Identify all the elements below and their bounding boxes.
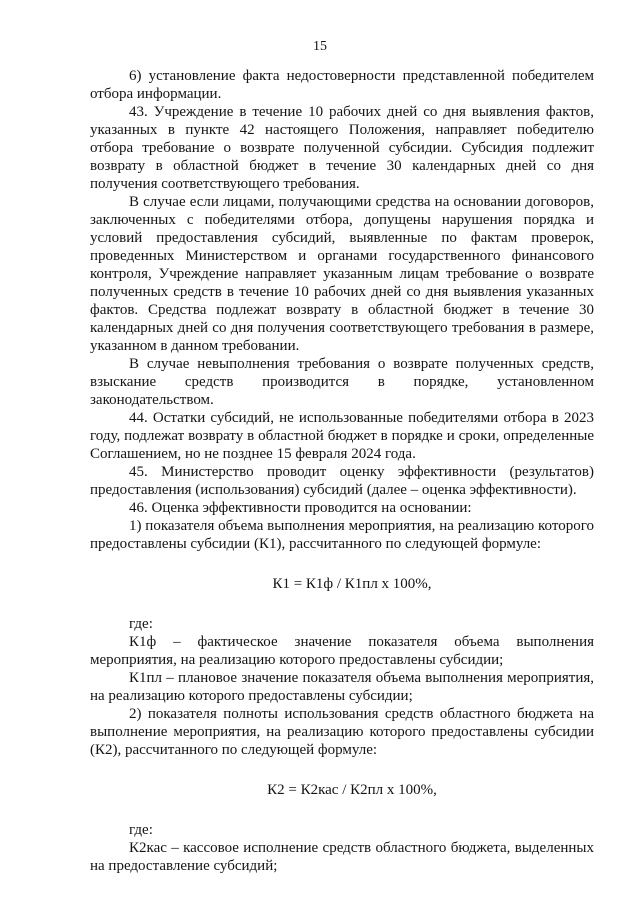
paragraph-clause-43: 43. Учреждение в течение 10 рабочих дней со дня выявления фактов, указанных в пункте 42 настоящего Положения, направляет победителю отбора требование о возврате полученной субсидии. Субсидия подлежит возврату в областной бюджет в течение 30 календарных дней со дня получения соответствующего требования. [90,104,594,192]
definition-k2kas: К2кас – кассовое исполнение средств областного бюджета, выделенных на предоставление субсидий; [90,840,594,874]
document-body [90,67,594,875]
paragraph-recovery: В случае невыполнения требования о возврате полученных средств, взыскание средств производится в порядке, установленном законодательством. [90,356,594,408]
formula-k1: К1 = К1ф / К1пл х 100%, [272,576,432,592]
where-label-1: где: [129,616,153,632]
formula-k2: К2 = К2кас / К2пл х 100%, [267,782,437,798]
definition-k1f: К1ф – фактическое значение показателя объема выполнения мероприятия, на реализацию которого предоставлены субсидии; [90,634,594,668]
paragraph-clause-44: 44. Остатки субсидий, не использованные победителями отбора в 2023 году, подлежат возврату в областной бюджет в порядке и сроки, определенные Соглашением, но не позднее 15 февраля 2024 года. [90,410,594,462]
paragraph-item-6: 6) установление факта недостоверности представленной победителем отбора информации. [90,68,594,102]
where-label-2: где: [129,822,153,838]
paragraph-indicator-2: 2) показателя полноты использования средств областного бюджета на выполнение мероприятия, на реализацию которого предоставлены субсидии (К2), рассчитанного по следующей формуле: [90,706,594,758]
definition-k1pl: К1пл – плановое значение показателя объема выполнения мероприятия, на реализацию которого предоставлены субсидии; [90,670,594,704]
paragraph-indicator-1: 1) показателя объема выполнения мероприятия, на реализацию которого предоставлены субсидии (К1), рассчитанного по следующей формуле: [90,518,594,552]
paragraph-clause-45: 45. Министерство проводит оценку эффективности (результатов) предоставления (использования) субсидий (далее – оценка эффективности). [90,464,594,498]
page-number: 15 [313,39,327,54]
paragraph-contract-violations: В случае если лицами, получающими средства на основании договоров, заключенных с победителями отбора, допущены нарушения порядка и условий предоставления субсидий, выявленные по фактам проверок, проведенных Министерством и органами государственного финансового контроля, Учреждение направляет указанным лицам требование о возврате полученных средств в течение 10 рабочих дней со дня выявления указанных фактов. Средства подлежат возврату в областной бюджет в течение 30 календарных дней со дня получения соответствующего требования в размере, указанном в данном требовании. [90,194,594,354]
paragraph-clause-46: 46. Оценка эффективности проводится на основании: [129,500,472,516]
